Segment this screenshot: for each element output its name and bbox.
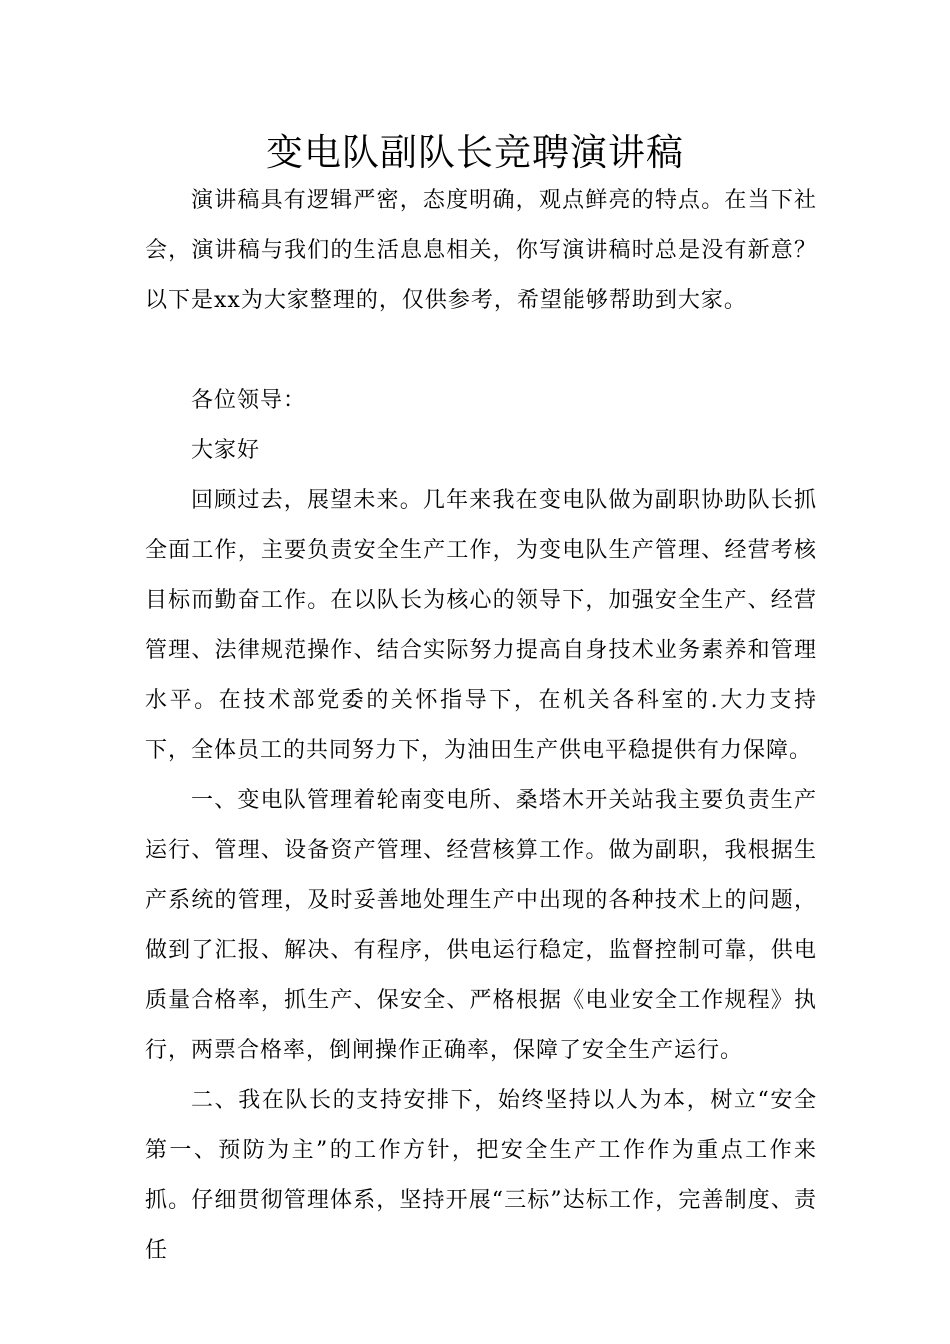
body-paragraph: 回顾过去，展望未来。几年来我在变电队做为副职协助队长抓全面工作，主要负责安全生产工作，为变电队生产管理、经营考核目标而勤奋工作。在以队长为核心的领导下，加强安全生产、经营管理、法律规范操作、结合实际努力提高自身技术业务素养和管理水平。在技术部党委的关怀指导下，在机关各科室的.大力支持下，全体员工的共同努力下，为油田生产供电平稳提供有力保障。 xyxy=(145,488,817,763)
body-paragraph: 一、变电队管理着轮南变电所、桑塔木开关站我主要负责生产运行、管理、设备资产管理、经营核算工作。做为副职，我根据生产系统的管理，及时妥善地处理生产中出现的各种技术上的问题，做到了汇报、解决、有程序，供电运行稳定，监督控制可靠，供电质量合格率，抓生产、保安全、严格根据《电业安全工作规程》执行，两票合格率，倒闸操作正确率，保障了安全生产运行。 xyxy=(145,788,817,1063)
intro-paragraph: 演讲稿具有逻辑严密，态度明确，观点鲜亮的特点。在当下社会，演讲稿与我们的生活息息相关，你写演讲稿时总是没有新意？以下是xx为大家整理的，仅供参考，希望能够帮助到大家。 xyxy=(145,188,817,313)
salutation: 各位领导： xyxy=(191,388,307,413)
document-body xyxy=(145,176,817,1276)
body-paragraph: 二、我在队长的支持安排下，始终坚持以人为本，树立“安全第一、预防为主”的工作方针，把安全生产工作作为重点工作来抓。仔细贯彻管理体系，坚持开展“三标”达标工作，完善制度、责任 xyxy=(145,1088,817,1263)
document-title: 变电队副队长竞聘演讲稿 xyxy=(266,131,684,174)
greeting: 大家好 xyxy=(191,438,261,463)
